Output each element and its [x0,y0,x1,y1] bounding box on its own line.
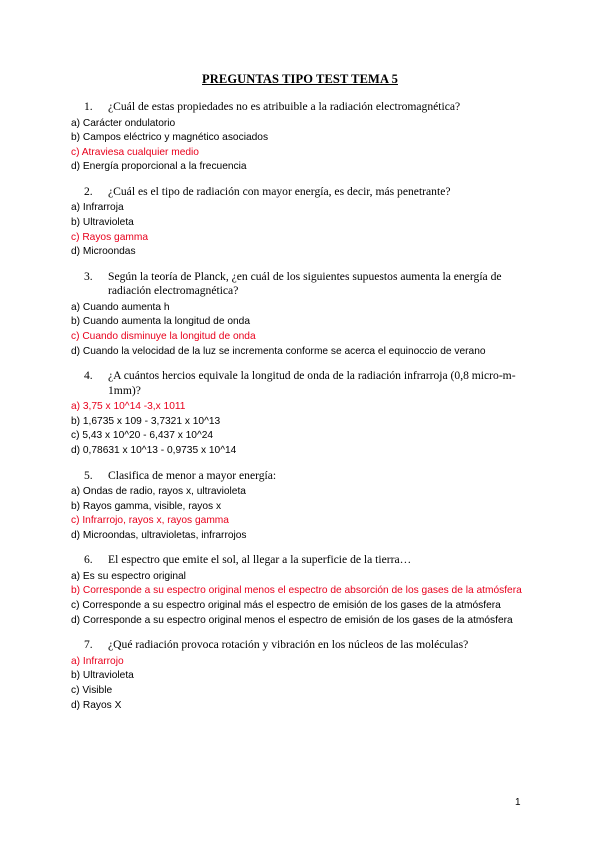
question-text: Según la teoría de Planck, ¿en cuál de los siguientes supuestos aumenta la energía de radiación electromagnética? [108,269,502,298]
question-number: 1. [84,100,93,113]
option-a-correct: a) 3,75 x 10^14 -3,x 1011 [71,401,186,413]
option-a: a) Es su espectro original [71,570,186,582]
option-b: b) Ultravioleta [71,670,134,682]
question-header [72,270,532,299]
option-c-correct: c) Infrarrojo, rayos x, rayos gamma [71,515,229,527]
option-a: a) Ondas de radio, rayos x, ultravioleta [71,486,246,497]
question-number: 3. [84,269,93,283]
question-4 [72,369,532,458]
option-c-correct: c) Cuando disminuye la longitud de onda [71,330,256,342]
question-5 [72,469,532,544]
option-c: c) Visible [71,684,113,696]
option-a: a) Infrarroja [71,202,124,214]
question-number: 2. [84,184,93,198]
question-header [72,100,532,115]
question-text: ¿Cuál de estas propiedades no es atribuible a la radiación electromagnética? [108,100,461,113]
option-d: d) Cuando la velocidad de la luz se incrementa conforme se acerca el equinoccio de verano [71,345,486,357]
page-title: PREGUNTAS TIPO TEST TEMA 5 [202,72,398,86]
option-b: b) 1,6735 x 109 - 3,7321 x 10^13 [71,415,221,427]
option-c-correct: c) Atraviesa cualquier medio [71,146,199,158]
page-number: 1 [515,797,521,808]
option-b: b) Rayos gamma, visible, rayos x [71,500,222,512]
question-number: 5. [84,468,93,482]
question-number: 6. [84,553,93,567]
option-a: a) Cuando aumenta h [71,301,170,313]
question-text: Clasifica de menor a mayor energía: [108,468,277,482]
option-d: d) Microondas [71,246,136,258]
option-c: c) 5,43 x 10^20 - 6,437 x 10^24 [71,430,214,442]
option-d: d) 0,78631 x 10^13 - 0,9735 x 10^14 [71,444,237,456]
option-d: d) Rayos X [71,699,122,711]
question-text: ¿Qué radiación provoca rotación y vibración en los núcleos de las moléculas? [108,638,469,652]
question-list [72,100,532,723]
question-2 [72,185,532,260]
option-c: c) Corresponde a su espectro original más el espectro de emisión de los gases de la atmósfera [71,600,501,612]
question-header [72,638,532,653]
question-1 [72,100,532,175]
question-text: ¿Cuál es el tipo de radiación con mayor energía, es decir, más penetrante? [108,184,451,198]
option-d: d) Microondas, ultravioletas, infrarrojos [71,529,247,541]
option-c-correct: c) Rayos gamma [71,231,148,243]
option-b: b) Campos eléctrico y magnético asociados [71,132,269,144]
question-number: 4. [84,369,93,383]
option-d: d) Energía proporcional a la frecuencia [71,161,247,173]
option-b: b) Cuando aumenta la longitud de onda [71,316,250,328]
question-header [72,469,532,484]
question-header [72,369,532,398]
option-a-correct: a) Infrarrojo [71,655,124,667]
option-b: b) Ultravioleta [71,216,134,228]
question-number: 7. [84,638,93,652]
option-a: a) Carácter ondulatorio [71,117,176,129]
question-7 [72,638,532,713]
question-6 [72,553,532,628]
question-text: El espectro que emite el sol, al llegar a la superficie de la tierra… [108,553,412,567]
option-b-correct: b) Corresponde a su espectro original menos el espectro de absorción de los gases de la atmósfera [71,585,522,597]
option-d: d) Corresponde a su espectro original menos el espectro de emisión de los gases de la atmósfera [71,614,513,626]
question-3 [72,270,532,359]
question-text: ¿A cuántos hercios equivale la longitud de onda de la radiación infrarroja (0,8 micro-m-1mm)? [108,369,516,397]
question-header [72,185,532,200]
question-header [72,553,532,568]
